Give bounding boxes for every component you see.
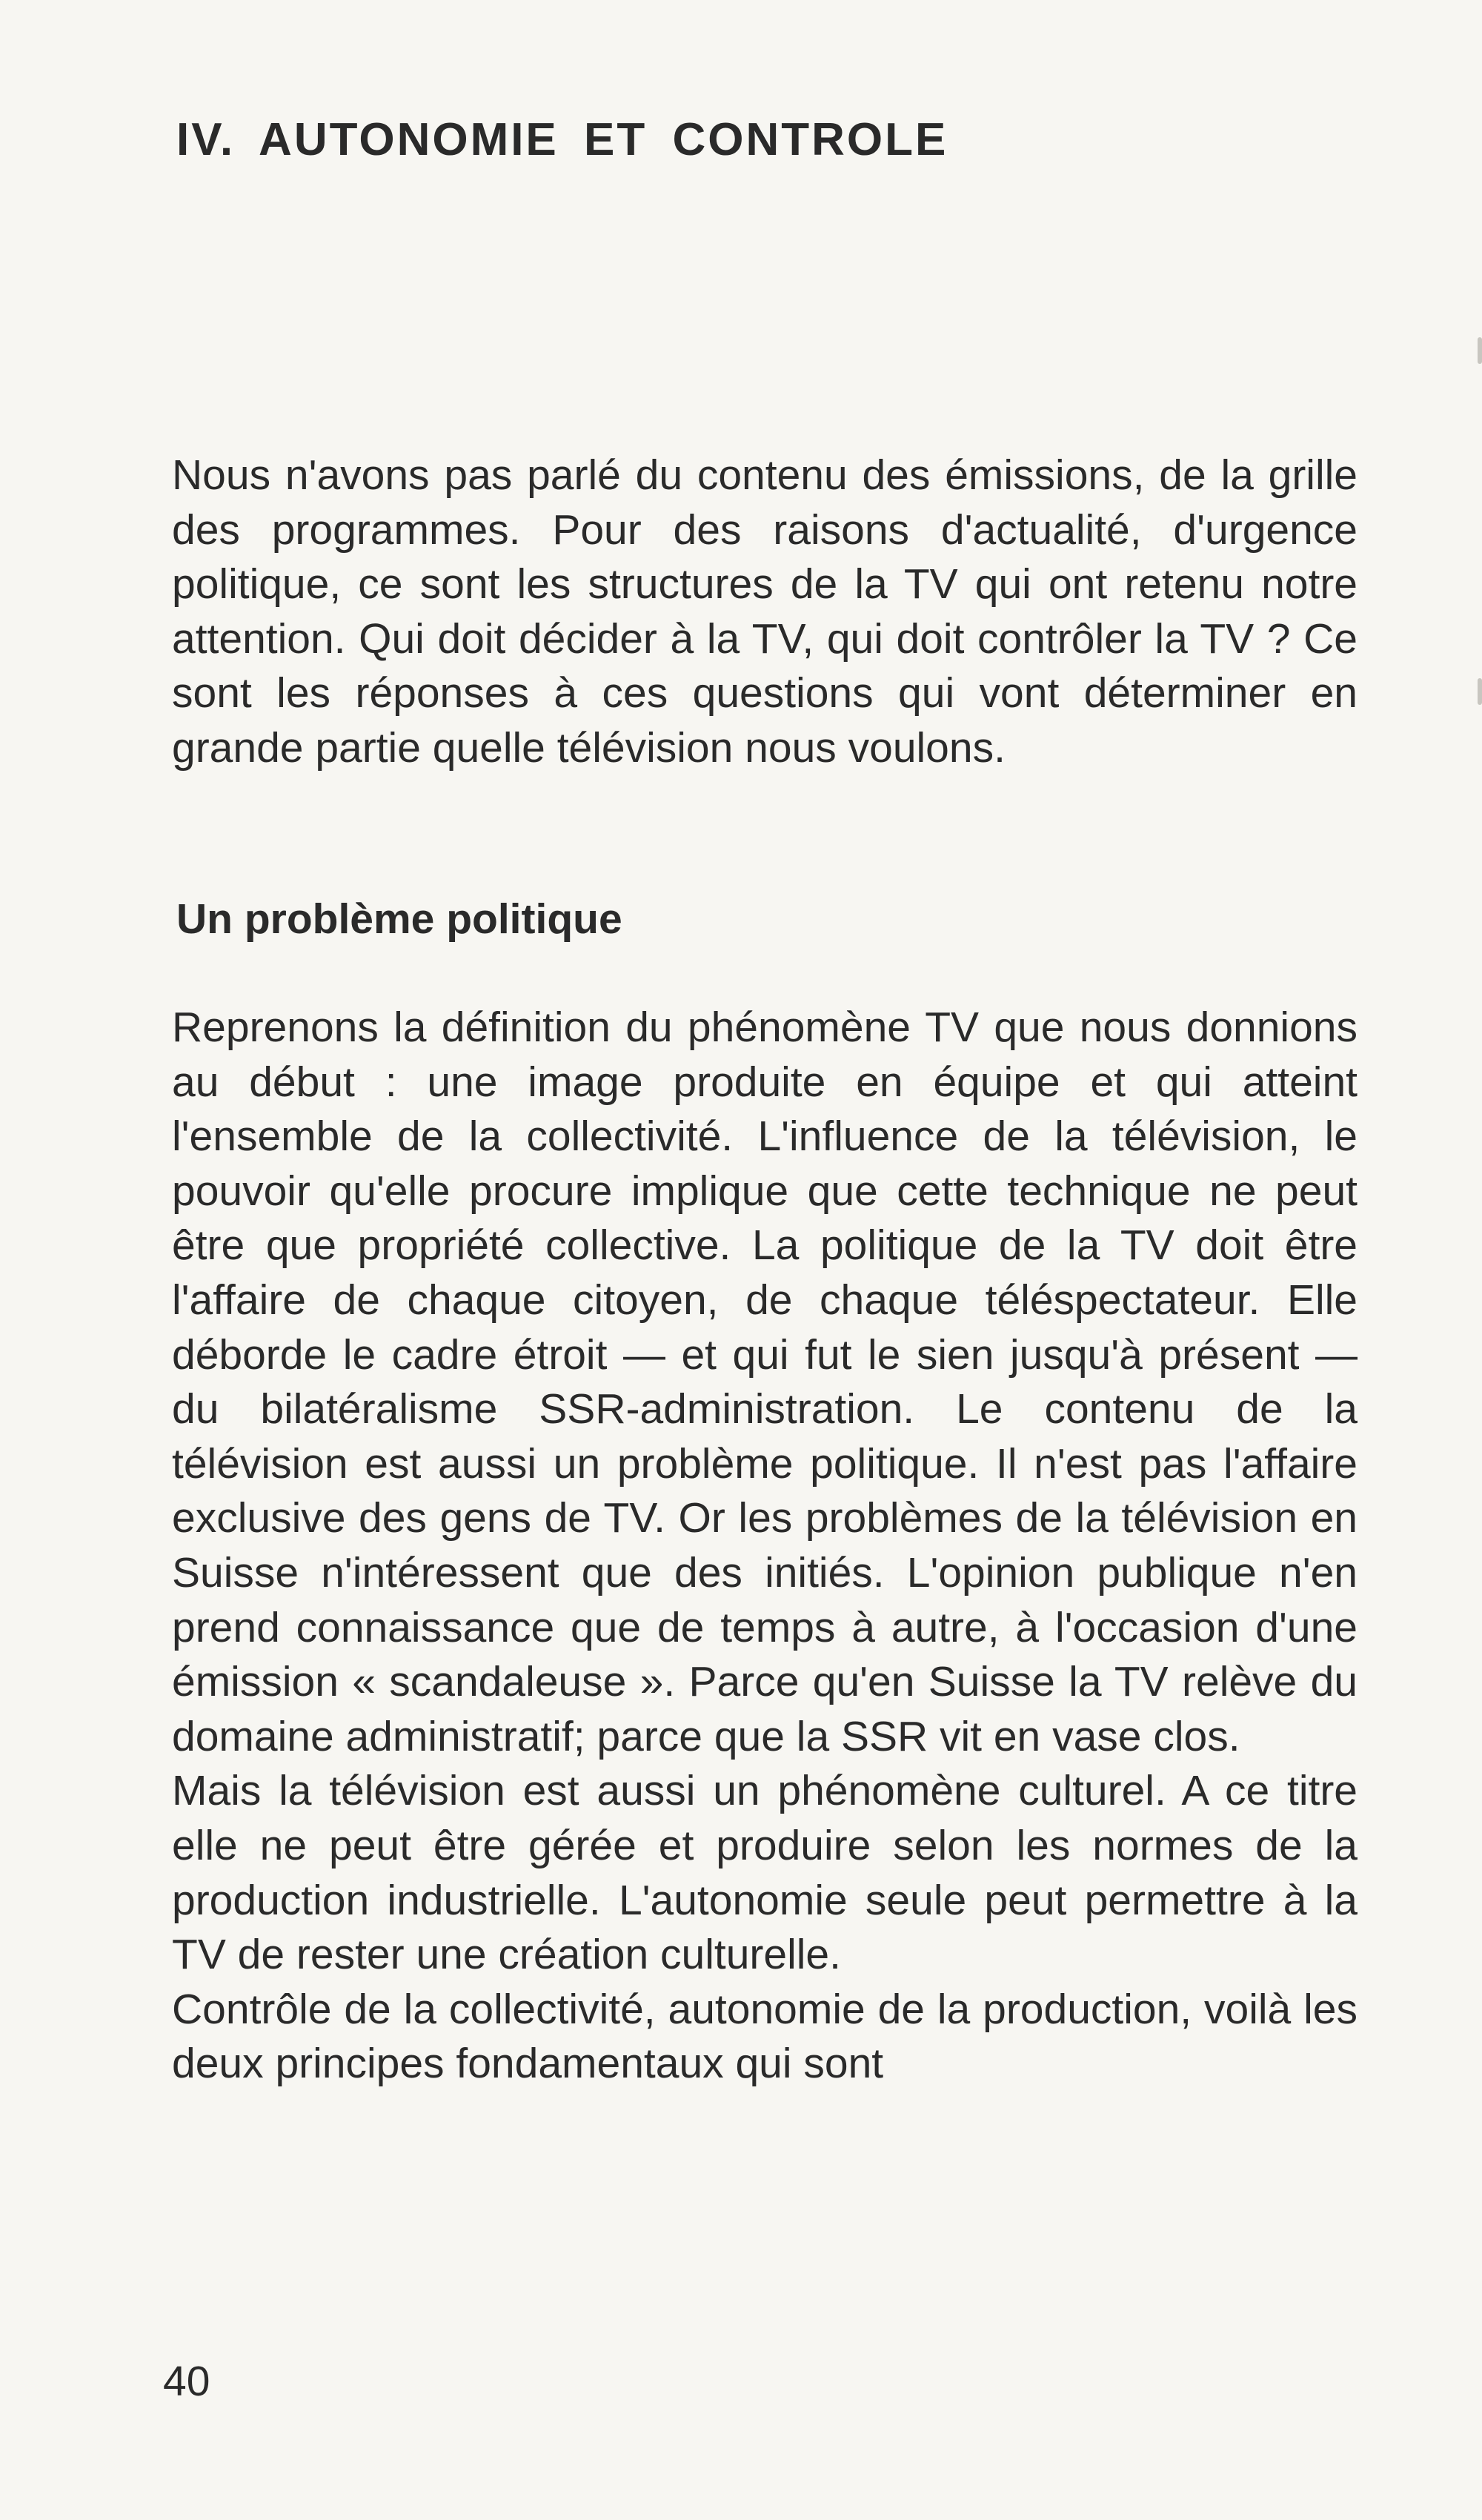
page-edge-mark — [1478, 337, 1482, 364]
intro-paragraph: Nous n'avons pas parlé du contenu des émissions, de la grille des programmes. Pour des raisons d'actualité, d'urgence politique, ce sont les structures de la TV qui ont retenu notre attention. Qui doit décider à la TV, qui doit contrôler la TV ? Ce sont les réponses à ces questions qui vont déterminer en grande partie quelle télévision nous voulons. — [172, 451, 1358, 772]
section-body — [172, 1001, 1358, 2092]
chapter-title: IV. AUTONOMIE ET CONTROLE — [176, 114, 948, 165]
section-heading: Un problème politique — [176, 895, 622, 943]
body-paragraph: Reprenons la définition du phénomène TV que nous donnions au début : une image produite en équipe et qui atteint l'ensemble de la collectivité. L'influence de la télévision, le pouvoir qu'elle procure implique que cette technique ne peut être que propriété collective. La politique de la TV doit être l'affaire de chaque citoyen, de chaque téléspectateur. Elle déborde le cadre étroit — et qui fut le sien jusqu'à présent — du bilatéralisme SSR-administration. Le contenu de la télévision est aussi un problème politique. Il n'est pas l'affaire exclusive des gens de TV. Or les problèmes de la télévision en Suisse n'intéressent que des initiés. L'opinion publique n'en prend connaissance que de temps à autre, à l'occasion d'une émission « scandaleuse ». Parce qu'en Suisse la TV relève du domaine administratif; parce que la SSR vit en vase clos. — [172, 1004, 1358, 1760]
page-number: 40 — [163, 2358, 210, 2405]
page-edge-mark — [1478, 678, 1482, 705]
body-paragraph: Mais la télévision est aussi un phénomène culturel. A ce titre elle ne peut être gérée et produire selon les normes de la production industrielle. L'autonomie seule peut permettre à la TV de rester une création culturelle. — [172, 1767, 1358, 1979]
body-paragraph: Contrôle de la collectivité, autonomie de la production, voilà les deux principes fondamentaux qui sont — [172, 1985, 1358, 2088]
